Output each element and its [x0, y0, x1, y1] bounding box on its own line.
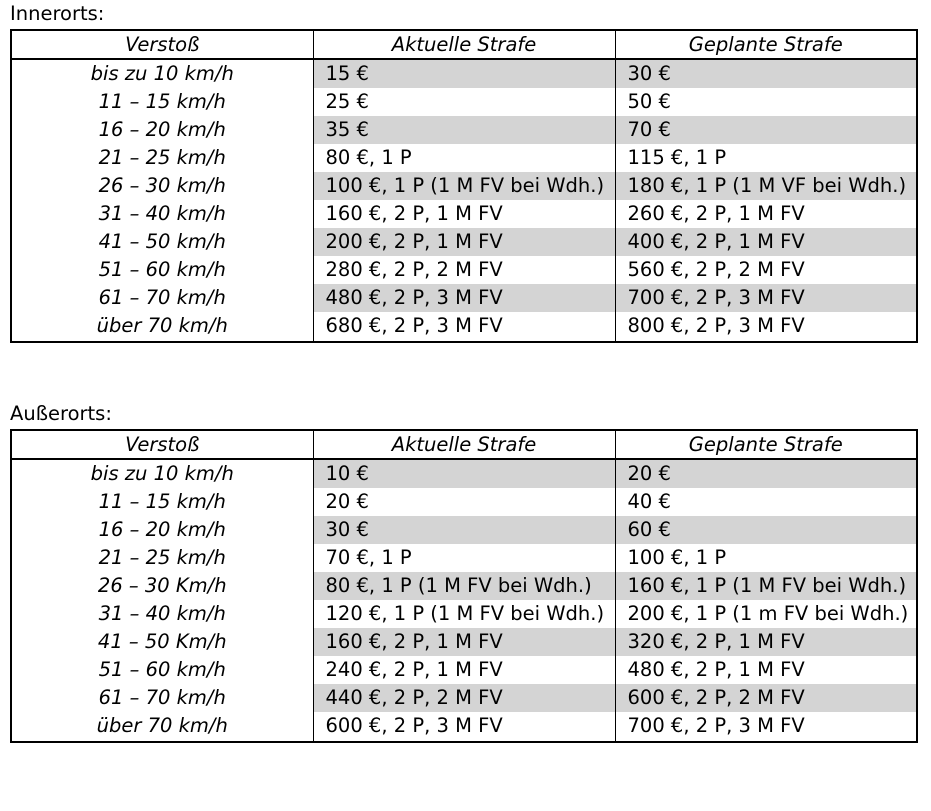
- cell-violation: 16 – 20 km/h: [11, 116, 313, 144]
- cell-current-fine: 200 €, 2 P, 1 M FV: [313, 228, 615, 256]
- cell-current-fine: 20 €: [313, 488, 615, 516]
- cell-current-fine: 70 €, 1 P: [313, 544, 615, 572]
- table-row: [11, 116, 917, 144]
- cell-violation: 31 – 40 km/h: [11, 600, 313, 628]
- header-violation: Verstoß: [11, 30, 313, 59]
- cell-planned-fine: 800 €, 2 P, 3 M FV: [627, 314, 805, 337]
- cell-current-fine: 680 €, 2 P, 3 M FV: [313, 312, 615, 342]
- table-row: [11, 656, 917, 684]
- table-row: [11, 459, 917, 488]
- table-row: [11, 628, 917, 656]
- cell-current-fine: 100 €, 1 P (1 M FV bei Wdh.): [313, 172, 615, 200]
- cell-planned-fine: 320 €, 2 P, 1 M FV: [615, 628, 917, 656]
- cell-planned-fine: 600 €, 2 P, 2 M FV: [615, 684, 917, 712]
- cell-planned-fine: 480 €, 2 P, 1 M FV: [627, 658, 805, 681]
- cell-planned-fine: 30 €: [615, 59, 917, 88]
- cell-planned-fine: 20 €: [615, 459, 917, 488]
- header-current-fine: Aktuelle Strafe: [313, 430, 615, 459]
- table-row: [11, 544, 917, 572]
- fines-table-ausserorts: [10, 429, 918, 743]
- cell-violation: 21 – 25 km/h: [11, 144, 313, 172]
- table-row: [11, 256, 917, 284]
- cell-planned-fine: 50 €: [627, 90, 671, 113]
- cell-current-fine: 600 €, 2 P, 3 M FV: [313, 712, 615, 742]
- table-row: [11, 284, 917, 312]
- cell-violation: bis zu 10 km/h: [11, 59, 313, 88]
- cell-current-fine: 35 €: [313, 116, 615, 144]
- cell-planned-fine: 200 €, 1 P (1 m FV bei Wdh.): [627, 602, 909, 625]
- table-row: [11, 228, 917, 256]
- section-title-ausserorts: Außerorts:: [10, 402, 112, 425]
- header-planned-fine: Geplante Strafe: [615, 430, 917, 459]
- cell-violation: 31 – 40 km/h: [11, 200, 313, 228]
- cell-violation: 51 – 60 km/h: [11, 256, 313, 284]
- table-row: [11, 59, 917, 88]
- cell-current-fine: 80 €, 1 P (1 M FV bei Wdh.): [313, 572, 615, 600]
- fines-table-innerorts: [10, 29, 918, 343]
- table-row: [11, 684, 917, 712]
- cell-planned-fine: 560 €, 2 P, 2 M FV: [627, 258, 805, 281]
- cell-planned-fine: 60 €: [615, 516, 917, 544]
- table-row: [11, 200, 917, 228]
- cell-violation: über 70 km/h: [11, 712, 313, 742]
- cell-planned-fine: 700 €, 2 P, 3 M FV: [615, 284, 917, 312]
- cell-violation: 16 – 20 km/h: [11, 516, 313, 544]
- table-body-innerorts: [11, 59, 917, 342]
- cell-violation: 11 – 15 km/h: [11, 88, 313, 116]
- cell-violation: 26 – 30 Km/h: [11, 572, 313, 600]
- table-row: [11, 312, 917, 342]
- cell-violation: über 70 km/h: [11, 312, 313, 342]
- table-header-row: [11, 430, 917, 459]
- table-row: [11, 488, 917, 516]
- table-row: [11, 712, 917, 742]
- cell-current-fine: 30 €: [313, 516, 615, 544]
- cell-violation: 11 – 15 km/h: [11, 488, 313, 516]
- table-body-ausserorts: [11, 459, 917, 742]
- table-row: [11, 144, 917, 172]
- cell-violation: 41 – 50 Km/h: [11, 628, 313, 656]
- table-header-row: [11, 30, 917, 59]
- cell-violation: 41 – 50 km/h: [11, 228, 313, 256]
- table-row: [11, 172, 917, 200]
- cell-violation: bis zu 10 km/h: [11, 459, 313, 488]
- section-title-innerorts: Innerorts:: [10, 2, 105, 25]
- table-row: [11, 572, 917, 600]
- cell-planned-fine: 400 €, 2 P, 1 M FV: [615, 228, 917, 256]
- cell-planned-fine: 115 €, 1 P: [627, 146, 727, 169]
- header-planned-fine: Geplante Strafe: [615, 30, 917, 59]
- cell-current-fine: 440 €, 2 P, 2 M FV: [313, 684, 615, 712]
- cell-current-fine: 10 €: [313, 459, 615, 488]
- cell-planned-fine: 40 €: [627, 490, 671, 513]
- cell-current-fine: 160 €, 2 P, 1 M FV: [313, 628, 615, 656]
- cell-planned-fine: 160 €, 1 P (1 M FV bei Wdh.): [615, 572, 917, 600]
- cell-current-fine: 480 €, 2 P, 3 M FV: [313, 284, 615, 312]
- table-row: [11, 516, 917, 544]
- cell-current-fine: 120 €, 1 P (1 M FV bei Wdh.): [313, 600, 615, 628]
- cell-violation: 51 – 60 km/h: [11, 656, 313, 684]
- header-current-fine: Aktuelle Strafe: [313, 30, 615, 59]
- cell-planned-fine: 180 €, 1 P (1 M VF bei Wdh.): [615, 172, 917, 200]
- header-violation: Verstoß: [11, 430, 313, 459]
- cell-violation: 21 – 25 km/h: [11, 544, 313, 572]
- cell-planned-fine: 700 €, 2 P, 3 M FV: [627, 714, 805, 737]
- cell-current-fine: 160 €, 2 P, 1 M FV: [313, 200, 615, 228]
- cell-current-fine: 25 €: [313, 88, 615, 116]
- cell-current-fine: 15 €: [313, 59, 615, 88]
- cell-planned-fine: 70 €: [615, 116, 917, 144]
- table-row: [11, 88, 917, 116]
- cell-violation: 61 – 70 km/h: [11, 684, 313, 712]
- cell-current-fine: 80 €, 1 P: [313, 144, 615, 172]
- cell-violation: 26 – 30 km/h: [11, 172, 313, 200]
- cell-current-fine: 240 €, 2 P, 1 M FV: [313, 656, 615, 684]
- table-row: [11, 600, 917, 628]
- cell-current-fine: 280 €, 2 P, 2 M FV: [313, 256, 615, 284]
- cell-planned-fine: 260 €, 2 P, 1 M FV: [627, 202, 805, 225]
- cell-planned-fine: 100 €, 1 P: [627, 546, 727, 569]
- cell-violation: 61 – 70 km/h: [11, 284, 313, 312]
